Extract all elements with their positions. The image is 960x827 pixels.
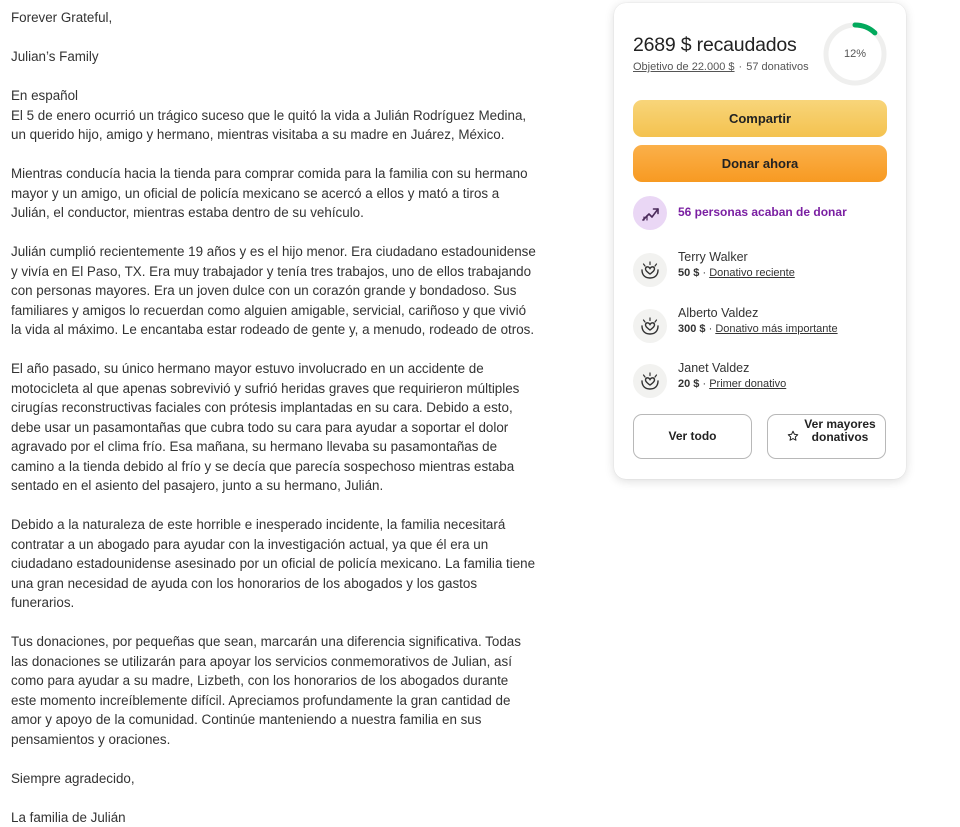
story-paragraph: La familia de Julián xyxy=(11,808,536,827)
story-paragraph: Julián cumplió recientemente 19 años y es el hijo menor. Era ciudadano estadounidense y vivía en El Paso, TX. Era muy trabajador y tenía tres trabajos, uno de ellos trabajando con personas mayores. Era un joven dulce con un corazón grande y bondadoso. Sus familiares y amigos lo recuerdan como alguien amigable, servicial, cariñoso y que vivió la vida al máximo. Le encantaba estar rodeado de gente y, a menudo, rodeado de otros. xyxy=(11,242,536,340)
donor-meta: 300 $ · Donativo más importante xyxy=(678,323,838,335)
see-all-button[interactable]: Ver todo xyxy=(633,414,752,459)
story-paragraph: Siempre agradecido, xyxy=(11,769,536,789)
donor-name: Janet Valdez xyxy=(678,361,749,375)
share-button[interactable]: Compartir xyxy=(633,100,887,137)
story-paragraph: Forever Grateful, xyxy=(11,8,536,28)
donor-item xyxy=(633,250,887,290)
recent-activity-text: 56 personas acaban de donar xyxy=(678,205,847,219)
goal-amount[interactable]: Objetivo de 22.000 $ xyxy=(633,61,735,73)
story-paragraph: Debido a la naturaleza de este horrible e inesperado incidente, la familia necesitará contratar a un abogado para ayudar con la investigación actual, ya que él era un ciudadano estadounidense asesinado por un oficial de policía mexicano. La familia tiene una gran necesidad de ayuda con los honorarios de los abogados y los gastos funerarios. xyxy=(11,515,536,613)
story-paragraph: Julian’s Family xyxy=(11,47,536,67)
heart-hands-icon xyxy=(633,364,667,398)
donor-amount: 300 $ xyxy=(678,323,706,335)
goal-row xyxy=(633,61,809,73)
star-icon xyxy=(787,430,799,445)
top-donations-button[interactable] xyxy=(767,414,886,459)
trending-up-icon xyxy=(633,196,667,230)
donor-meta: 50 $ · Donativo reciente xyxy=(678,267,795,279)
story-paragraph: Tus donaciones, por pequeñas que sean, marcarán una diferencia significativa. Todas las donaciones se utilizarán para apoyar los servicios conmemorativos de Julian, así como para ayudar a su madre, Lizbeth, con los honorarios de los abogados durante este momento increíblemente difícil. Apreciamos profundamente la gran cantidad de amor y apoyo de la comunidad. Continúe manteniendo a nuestra familia en sus pensamientos y oraciones. xyxy=(11,632,536,749)
donor-tag-link[interactable]: Donativo reciente xyxy=(709,267,795,279)
separator-dot: · xyxy=(739,61,743,73)
donation-card xyxy=(614,3,906,479)
story-paragraph: En español El 5 de enero ocurrió un trágico suceso que le quitó la vida a Julián Rodríguez Medina, un querido hijo, amigo y hermano, mientras visitaba a su madre en Juárez, México. xyxy=(11,86,536,145)
donations-count: 57 donativos xyxy=(746,61,808,73)
story-paragraph: Mientras conducía hacia la tienda para comprar comida para la familia con su hermano mayor y un amigo, un oficial de policía mexicano se acercó a ellos y mató a tiros a Julián, el conductor, mientras estaba dentro de su vehículo. xyxy=(11,164,536,223)
donor-meta: 20 $ · Primer donativo xyxy=(678,378,786,390)
donate-now-button[interactable]: Donar ahora xyxy=(633,145,887,182)
donor-item xyxy=(633,306,887,346)
donor-amount: 50 $ xyxy=(678,267,699,279)
donor-name: Alberto Valdez xyxy=(678,306,758,320)
progress-percent: 12% xyxy=(822,21,888,87)
top-donations-label: Ver mayores donativos xyxy=(802,418,878,444)
donor-tag-link[interactable]: Primer donativo xyxy=(709,378,786,390)
story-paragraph: El año pasado, su único hermano mayor estuvo involucrado en un accidente de motocicleta al que apenas sobrevivió y sufrió heridas graves que requirieron múltiples cirugías reconstructivas faciales con prótesis implantadas en su cara. Debido a esto, debe usar un pasamontañas que cubra todo su cara para ayudar a soportar el dolor agravado por el clima frío. Esa mañana, su hermano llevaba su pasamontañas de camino a la tienda debido al frío y se decía que parecía sospechoso mientras estaba sentado en el asiento del pasajero, junto a su hermano, Julián. xyxy=(11,359,536,496)
donor-amount: 20 $ xyxy=(678,378,699,390)
donor-tag-link[interactable]: Donativo más importante xyxy=(715,323,837,335)
amount-raised: 2689 $ recaudados xyxy=(633,34,797,57)
heart-hands-icon xyxy=(633,309,667,343)
heart-hands-icon xyxy=(633,253,667,287)
donor-name: Terry Walker xyxy=(678,250,748,264)
progress-ring xyxy=(822,21,888,87)
donor-item xyxy=(633,361,887,401)
campaign-story xyxy=(11,8,536,827)
